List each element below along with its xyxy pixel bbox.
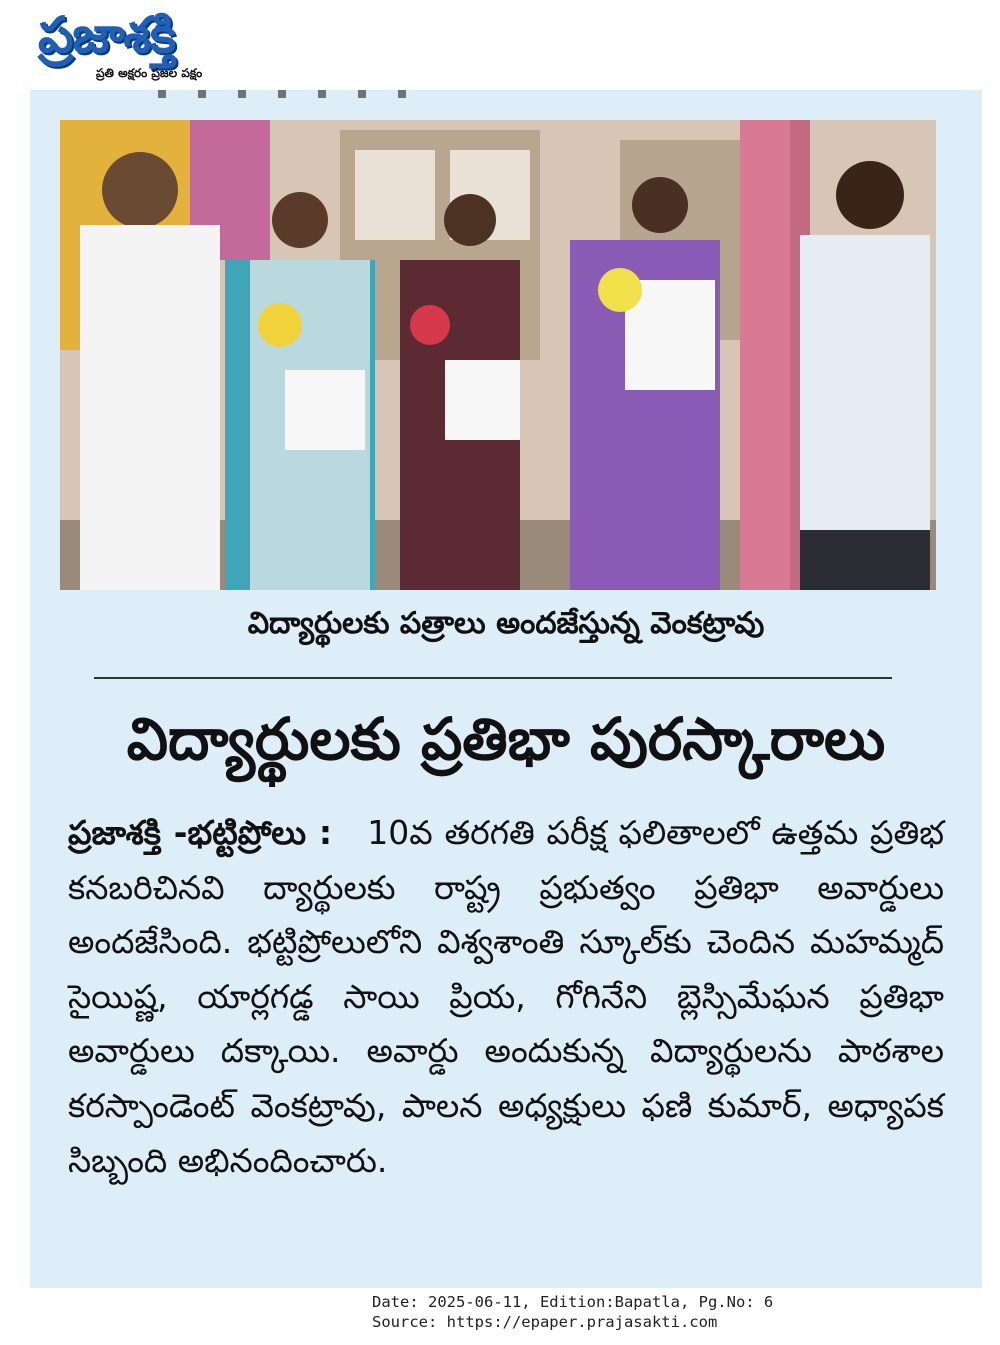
edition-date-line: Date: 2025-06-11, Edition:Bapatla, Pg.No: 6 xyxy=(372,1293,774,1311)
article-body xyxy=(68,806,944,1266)
photo-caption: విద్యార్థులకు పత్రాలు అందజేస్తున్న వెంకట్రావు xyxy=(247,606,765,641)
article-dateline: ప్రజాశక్తి -భట్టిప్రోలు : xyxy=(68,813,333,852)
article-clipping xyxy=(30,90,982,1288)
clipping-cut-edge xyxy=(158,90,438,98)
masthead-logo xyxy=(38,2,288,86)
page-footer xyxy=(372,1292,892,1336)
source-line: Source: https://epaper.prajasakti.com xyxy=(372,1313,718,1331)
article-headline: విద్యార్థులకు ప్రతిభా పురస్కారాలు xyxy=(126,705,886,773)
article-body-text: 10వ తరగతి పరీక్ష ఫలితాలలో ఉత్తమ ప్రతిభ కనబరిచినవి ద్యార్థులకు రాష్ట్ర ప్రభుత్వం ప్రతిభా అవార్డులు అందజేసింది. భట్టిప్రోలులోని విశ్వశాంతి స్కూల్‌కు చెందిన మహమ్మద్ సైయిష్ణ, యార్లగడ్డ సాయి ప్రియ, గోగినేని బ్లెస్సిమేఘన ప్రతిభా అవార్డులు దక్కాయి. అవార్డు అందుకున్న విద్యార్థులను పాఠశాల కరస్పాండెంట్ వెంకట్రావు, పాలన అధ్యక్షులు ఫణి కుమార్, అధ్యాపక సిబ్బంది అభినందించారు. xyxy=(68,813,944,1180)
award-ceremony-photo xyxy=(60,120,936,590)
newspaper-logo: ప్రజాశక్తి xyxy=(38,6,175,64)
logo-tagline: ప్రతి అక్షరం ప్రజల పక్షం xyxy=(96,66,203,80)
caption-divider xyxy=(94,677,892,679)
news-photo xyxy=(60,120,936,590)
